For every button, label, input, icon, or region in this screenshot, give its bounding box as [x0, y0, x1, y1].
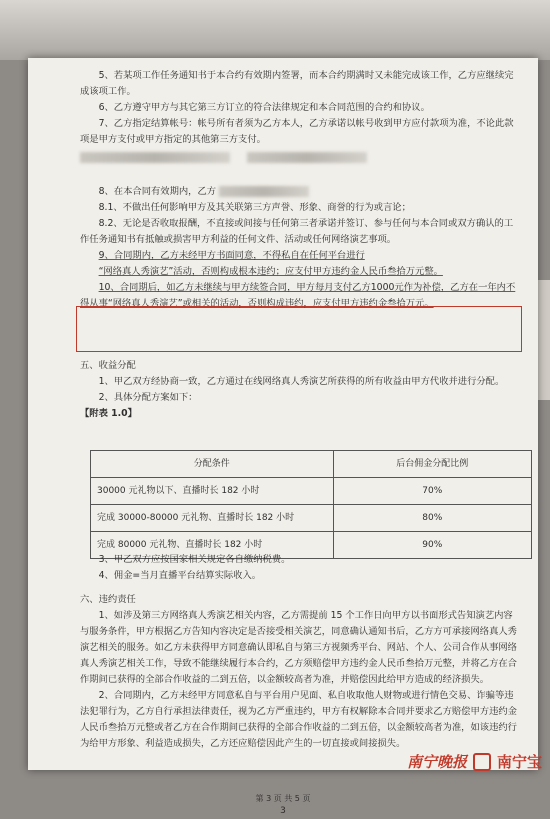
table-row	[91, 505, 532, 532]
clause-10: 10、合同期后，如乙方未继续与甲方续签合同，甲方每月支付乙方1000元作为补偿，乙方在一年内不得从事“网络真人秀演艺”或相关的活动，否则构成违约，应支付甲方违约金叁拾万元。	[80, 282, 516, 309]
table-header-row	[91, 451, 532, 478]
redacted-name	[247, 152, 367, 163]
clause-5-3: 3、甲乙双方应按国家相关规定各自缴纳税费。	[98, 554, 291, 565]
newspaper-seal: 南宁晚报	[406, 753, 467, 771]
contract-page	[28, 58, 538, 816]
clause-8: 8、在本合同有效期内，乙方	[80, 184, 520, 200]
header-condition: 分配条件	[91, 451, 334, 478]
commission-table	[90, 450, 532, 559]
rate-cell: 70%	[333, 478, 531, 505]
table-caption: 【附表 1.0】	[80, 408, 137, 419]
brand-name: 南宁宝	[496, 753, 542, 771]
redacted-text	[219, 186, 309, 197]
redacted-account-block	[80, 150, 520, 178]
rate-cell: 80%	[333, 505, 531, 532]
brand-logo-icon	[473, 753, 491, 771]
clause-5: 5、若某项工作任务通知书于本合约有效期内签署，而本合约期满时又未能完成该工作，乙方应继续完成该项工作。	[80, 70, 514, 97]
top-clauses	[80, 68, 520, 148]
condition-cell: 完成 80000 元礼物、直播时长 182 小时	[91, 532, 334, 559]
section-6-heading: 六、违约责任	[80, 594, 136, 605]
clause-6-2: 2、合同期内，乙方未经甲方同意私自与平台用户见面、私自收取他人财物或进行情色交易、诈骗等违法犯罪行为，乙方自行承担法律责任，视为乙方严重违约，甲方有权解除本合同并要求乙方赔偿甲方违约金人民币叁拾万元整或者乙方在合作期间已获得的全部合作收益的二到五倍，以金额较高者为准，如该违约行为给甲方形象、利益造成损失，乙方还应赔偿因此产生的一切直接或间接损失。	[80, 690, 517, 749]
photo-background-top	[0, 0, 550, 60]
section-5-heading: 五、收益分配	[80, 360, 136, 371]
table-row	[91, 478, 532, 505]
condition-cell: 30000 元礼物以下、直播时长 182 小时	[91, 478, 334, 505]
clause-5-4: 4、佣金=当月直播平台结算实际收入。	[98, 570, 262, 581]
clause-5-1: 1、甲乙双方经协商一致，乙方通过在线网络真人秀演艺所获得的所有收益由甲方代收并进行分配。	[98, 376, 505, 387]
clause-6-1: 1、如涉及第三方网络真人秀演艺相关内容，乙方需提前 15 个工作日向甲方以书面形式告知演艺内容与服务条件，甲方根据乙方告知内容决定是否接受相关演艺，同意确认通知书后，乙方方可承接网络真人秀演艺相关的服务。如乙方未获得甲方同意确认即私自与第三方视频秀平台、网站、个人、公司合作从事网络真人秀演艺相关工作，导致不能继续履行本合约，乙方须赔偿甲方违约金人民币叁拾万元整，并将乙方在合作期间已获得的全部合作收益的二到五倍，以金额较高者为准，并赔偿因此给甲方造成的经济损失。	[80, 610, 517, 685]
clause-9: 9、合同期内，乙方未经甲方书面同意，不得私自在任何平台进行	[98, 250, 365, 261]
red-box-highlight	[76, 306, 522, 352]
page-mark: 3	[280, 806, 286, 816]
revenue-section	[80, 358, 520, 422]
obligations	[80, 184, 520, 312]
clause-8-1: 8.1、不做出任何影响甲方及其关联第三方声誉、形象、商誉的行为或言论；	[98, 202, 411, 213]
clause-8-2: 8.2、无论是否收取报酬，不直接或间接与任何第三者承诺并签订、参与任何与本合同或双方确认的工作任务通知书有抵触或损害甲方利益的任何文件、活动或任何网络演艺事项。	[80, 218, 514, 245]
clause-9-continued: “网络真人秀演艺”活动，否则构成根本违约；应支付甲方违约金人民币叁拾万元整。	[98, 266, 443, 277]
clause-7: 7、乙方指定结算帐号：帐号所有者须为乙方本人，乙方承诺以帐号收到甲方应付款项为准，不论此款项是甲方支付或甲方指定的其他第三方支付。	[80, 118, 514, 145]
watermark	[407, 751, 542, 772]
page-number: 第 3 页 共 5 页	[255, 794, 311, 803]
taxes-and-liability	[80, 552, 520, 752]
clause-5-2: 2、具体分配方案如下：	[98, 392, 198, 403]
condition-cell: 完成 30000-80000 元礼物、直播时长 182 小时	[91, 505, 334, 532]
page-footer	[28, 791, 538, 819]
clause-6: 6、乙方遵守甲方与其它第三方订立的符合法律规定和本合同范围的合约和协议。	[98, 102, 430, 113]
header-rate: 后台佣金分配比例	[333, 451, 531, 478]
rate-cell: 90%	[333, 532, 531, 559]
redacted-account	[80, 152, 230, 163]
